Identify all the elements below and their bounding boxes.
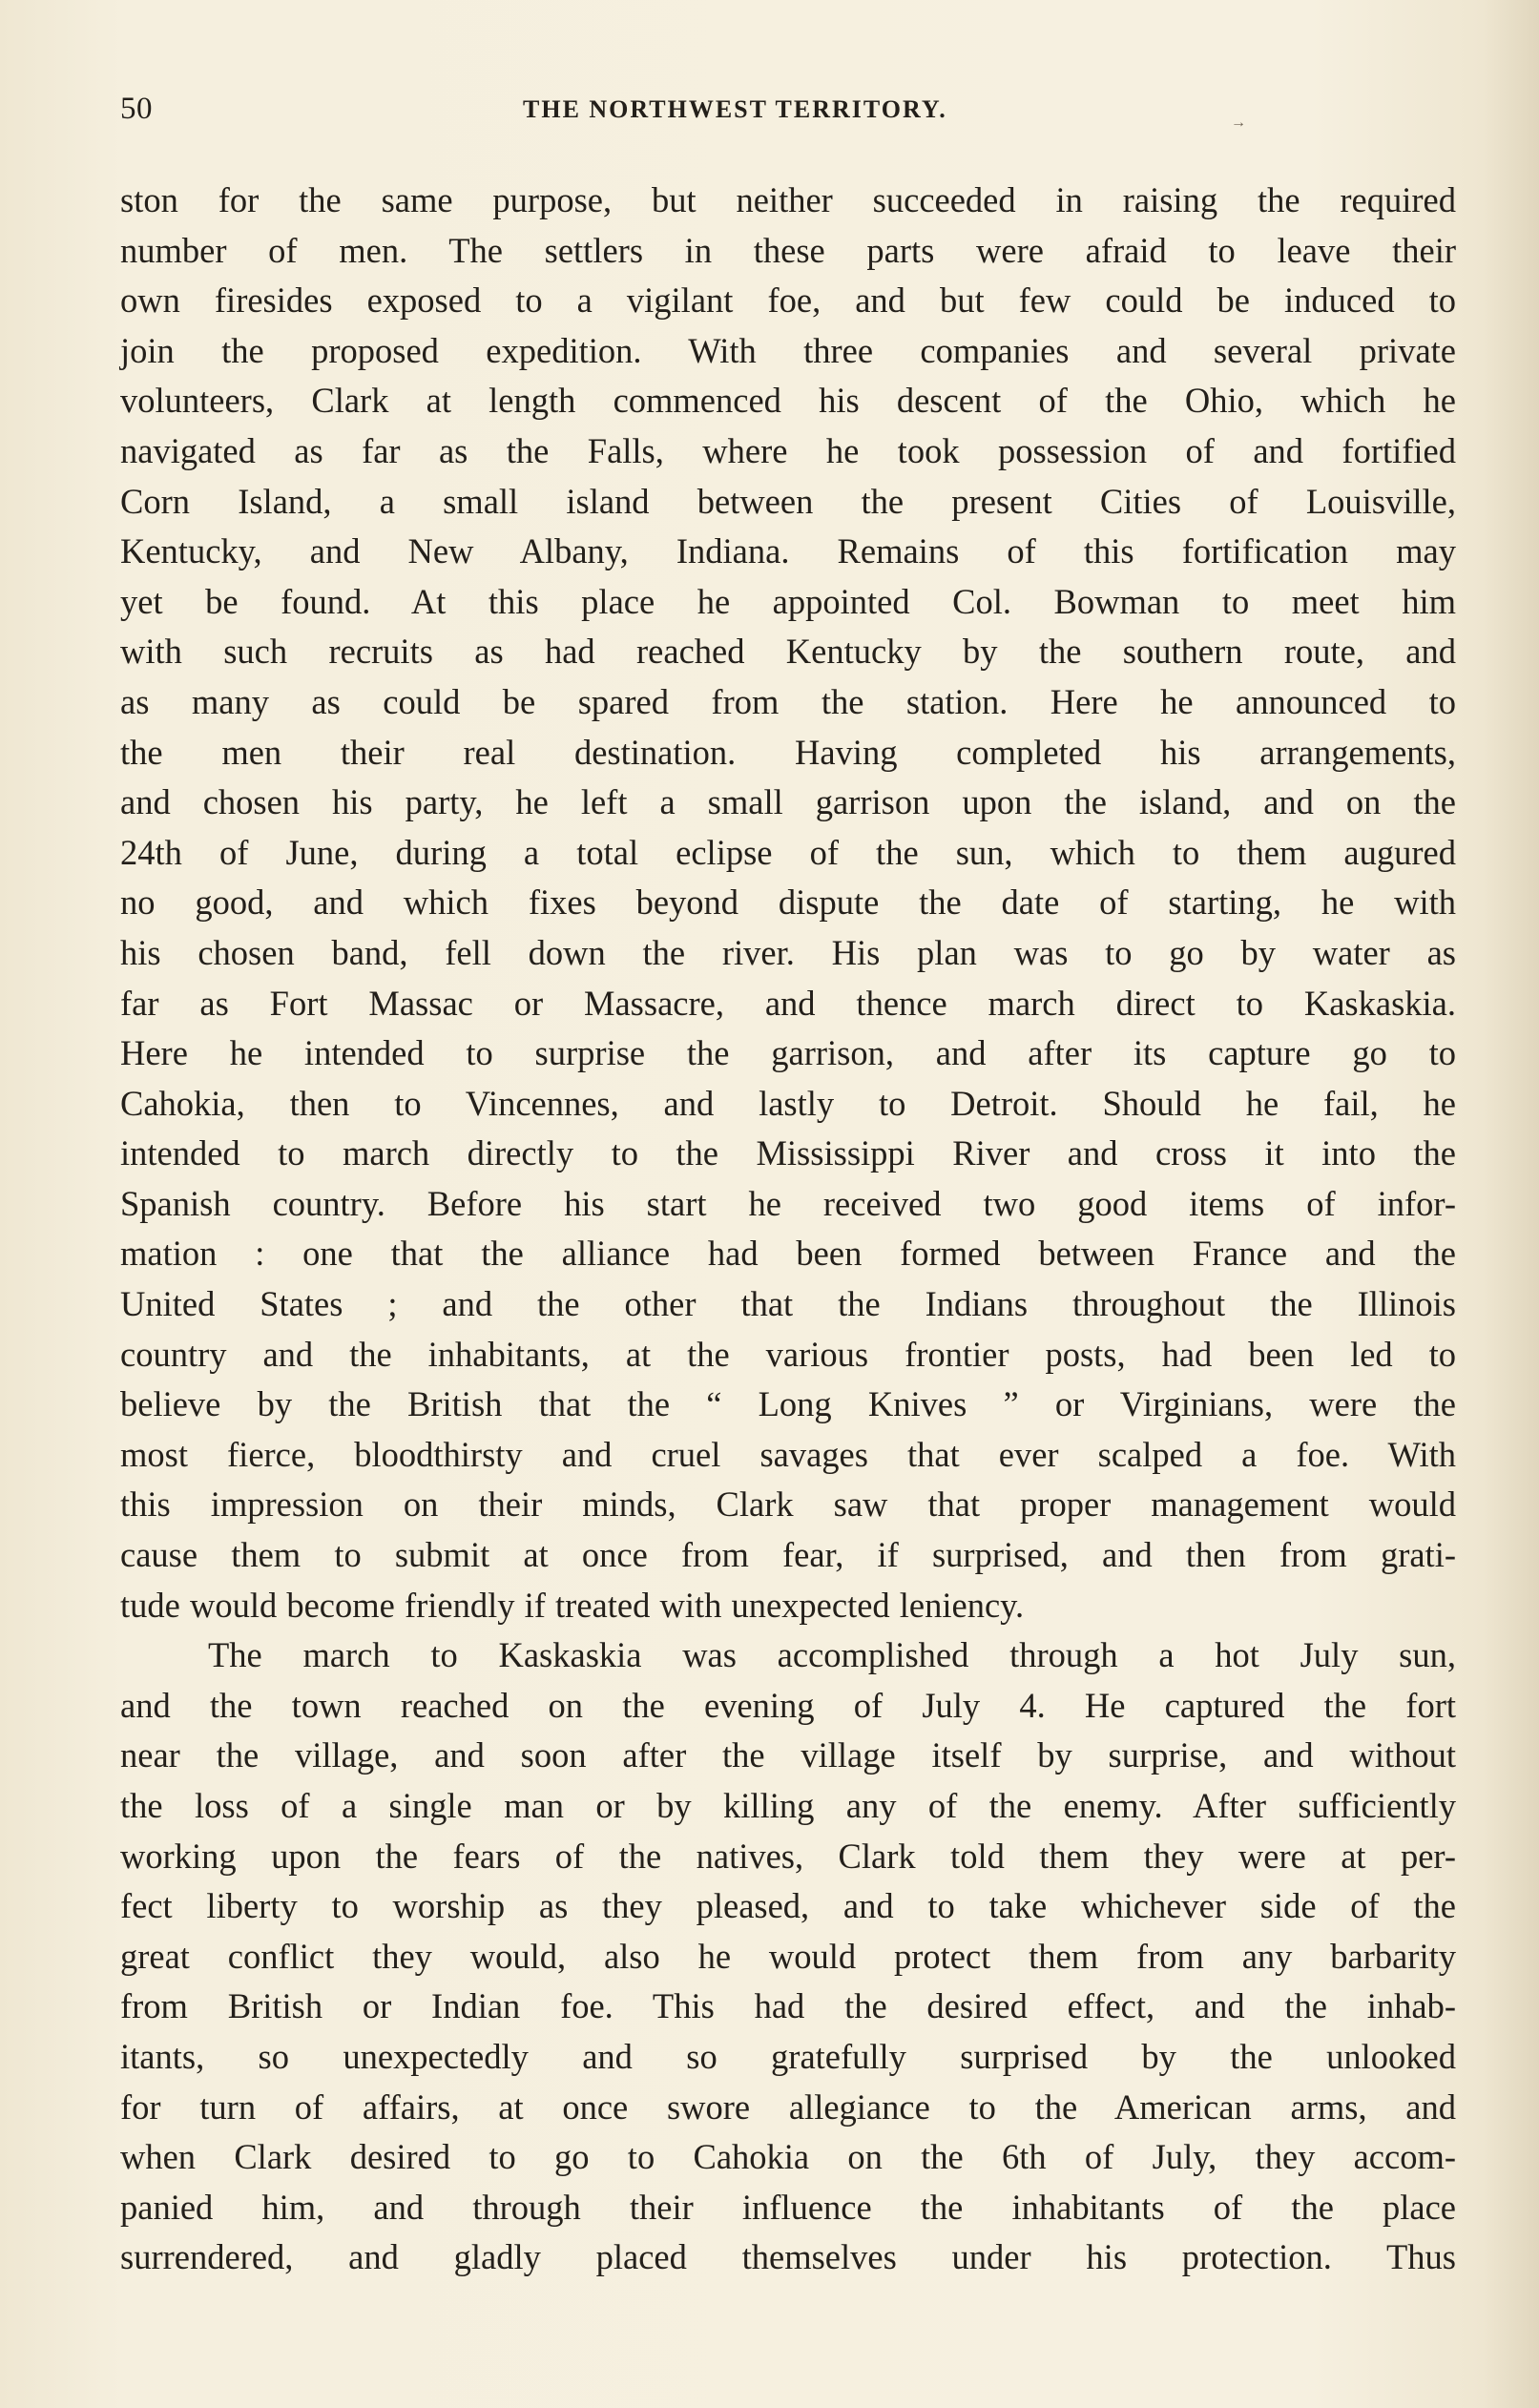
stray-print-mark: → [1231,114,1246,131]
text-line: surrendered, and gladly placed themselves under his protection. Thus [120,2237,1456,2277]
text-line: and chosen his party, he left a small garrison upon the island, and on the [120,782,1456,822]
text-line: yet be found. At this place he appointed Col. Bowman to meet him [120,581,1456,621]
text-line: Corn Island, a small island between the present Cities of Louisville, [120,481,1456,521]
text-line: tude would become friendly if treated with unexpected leniency. [120,1585,1025,1625]
text-line: no good, and which fixes beyond dispute the date of starting, he with [120,882,1456,923]
text-line: when Clark desired to go to Cahokia on the 6th of July, they accom- [120,2137,1456,2177]
text-line: and the town reached on the evening of July 4. He captured the fort [120,1685,1456,1725]
text-line: his chosen band, fell down the river. His plan was to go by water as [120,932,1456,972]
text-line: ston for the same purpose, but neither succeeded in raising the required [120,180,1456,219]
paragraph-1 [120,176,1456,1630]
text-line: near the village, and soon after the village itself by surprise, and without [120,1735,1456,1775]
text-line: Here he intended to surprise the garrison, and after its capture go to [120,1033,1456,1073]
text-line: Cahokia, then to Vincennes, and lastly to Detroit. Should he fail, he [120,1083,1456,1123]
text-line: as many as could be spared from the station. Here he announced to [120,681,1456,721]
text-line: The march to Kaskaskia was accomplished through a hot July sun, [208,1635,1456,1675]
text-line: the men their real destination. Having completed his arrangements, [120,732,1456,772]
text-line: panied him, and through their influence the inhabitants of the place [120,2187,1456,2227]
text-line: with such recruits as had reached Kentucky by the southern route, and [120,632,1456,672]
running-title: THE NORTHWEST TERRITORY. [523,95,947,123]
text-line: believe by the British that the “ Long Knives ” or Virginians, were the [120,1384,1456,1424]
paragraph-2 [120,1630,1456,2283]
text-line: itants, so unexpectedly and so gratefully surprised by the unlooked [120,2036,1456,2076]
text-line: intended to march directly to the Mississippi River and cross it into the [120,1133,1456,1173]
text-line: United States ; and the other that the Indians throughout the Illinois [120,1284,1456,1324]
text-line: own firesides exposed to a vigilant foe, and but few could be induced to [120,280,1456,321]
text-line: fect liberty to worship as they pleased, and to take whichever side of the [120,1886,1456,1926]
page-edge-shadow [1482,0,1539,2408]
body-text [120,176,1456,2283]
text-line: the loss of a single man or by killing any of the enemy. After sufficiently [120,1786,1456,1825]
page-header [120,92,1456,134]
text-line: working upon the fears of the natives, Clark told them they were at per- [120,1836,1456,1876]
text-line: this impression on their minds, Clark saw that proper management would [120,1484,1456,1525]
text-line: volunteers, Clark at length commenced his descent of the Ohio, which he [120,381,1456,421]
text-line: mation : one that the alliance had been formed between France and the [120,1234,1456,1274]
text-line: for turn of affairs, at once swore allegiance to the American arms, and [120,2086,1456,2127]
text-line: cause them to submit at once from fear, if surprised, and then from grati- [120,1535,1456,1575]
text-line: great conflict they would, also he would protect them from any barbarity [120,1936,1456,1976]
page-number: 50 [120,92,153,126]
text-line: 24th of June, during a total eclipse of the sun, which to them augured [120,832,1456,872]
text-line: Kentucky, and New Albany, Indiana. Remains of this fortification may [120,531,1456,571]
text-line: from British or Indian foe. This had the desired effect, and the inhab- [120,1986,1456,2026]
text-line: join the proposed expedition. With three companies and several private [120,330,1456,370]
text-line: most fierce, bloodthirsty and cruel savages that ever scalped a foe. With [120,1434,1456,1474]
text-line: navigated as far as the Falls, where he took possession of and fortified [120,430,1456,470]
text-line: Spanish country. Before his start he received two good items of infor- [120,1183,1456,1223]
text-line: country and the inhabitants, at the various frontier posts, had been led to [120,1334,1456,1374]
text-line: far as Fort Massac or Massacre, and thence march direct to Kaskaskia. [120,983,1456,1023]
text-line: number of men. The settlers in these parts were afraid to leave their [120,230,1456,270]
